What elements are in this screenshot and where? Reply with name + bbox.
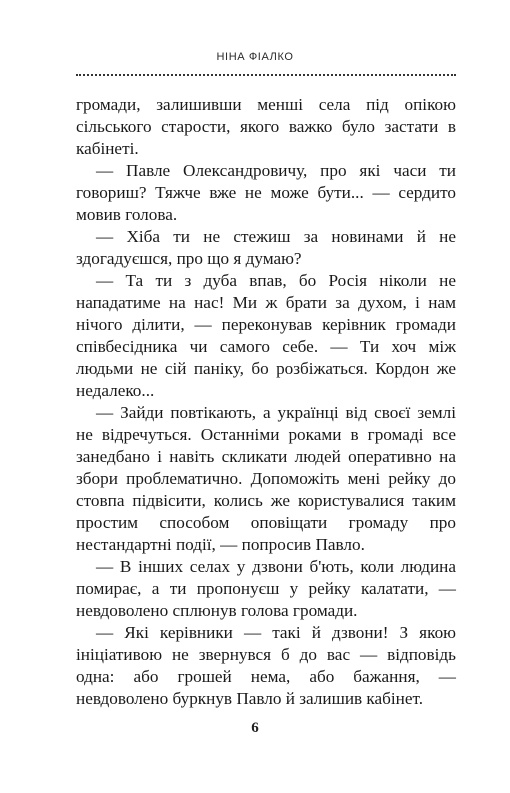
- header-divider: [76, 74, 456, 76]
- page-body: [76, 94, 456, 710]
- paragraph-dialogue: — Які керівники — такі й дзвони! З якою ініціативою не звернувся б до вас — відповідь одна: або грошей нема, або бажання, — невдоволено буркнув Павло й залишив кабінет.: [76, 623, 456, 708]
- paragraph-dialogue: — Хіба ти не стежиш за новинами й не здогадуєшся, про що я думаю?: [76, 227, 456, 268]
- paragraph-dialogue: — Павле Олександровичу, про які часи ти говориш? Тяжче вже не може бути... — сердито мовив голова.: [76, 161, 456, 224]
- paragraph-dialogue: — Та ти з дуба впав, бо Росія ніколи не нападатиме на нас! Ми ж брати за духом, і нам нічого ділити, — переконував керівник громади співбесідника чи самого себе. — Ти хоч між людьми не сій паніку, бо розбіжаться. Кордон же недалеко...: [76, 271, 456, 400]
- page-number: 6: [251, 720, 259, 736]
- paragraph-dialogue: — В інших селах у дзвони б'ють, коли людина помирає, а ти пропонуєш у рейку калатати, — невдоволено сплюнув голова громади.: [76, 557, 456, 620]
- paragraph-continuation: громади, залишивши менші села під опікою сільського старости, якого важко було застати в кабінеті.: [76, 95, 456, 158]
- paragraph-dialogue: — Зайди повтікають, а українці від своєї землі не відречуться. Останніми роками в громаді все занедбано і навіть скликати людей оперативно на збори проблематично. Допоможіть мені рейку до стовпа підвісити, колись же користувалися таким простим способом оповіщати громаду про нестандартні події, — попросив Павло.: [76, 403, 456, 554]
- running-header: НІНА ФІАЛКО: [216, 51, 294, 63]
